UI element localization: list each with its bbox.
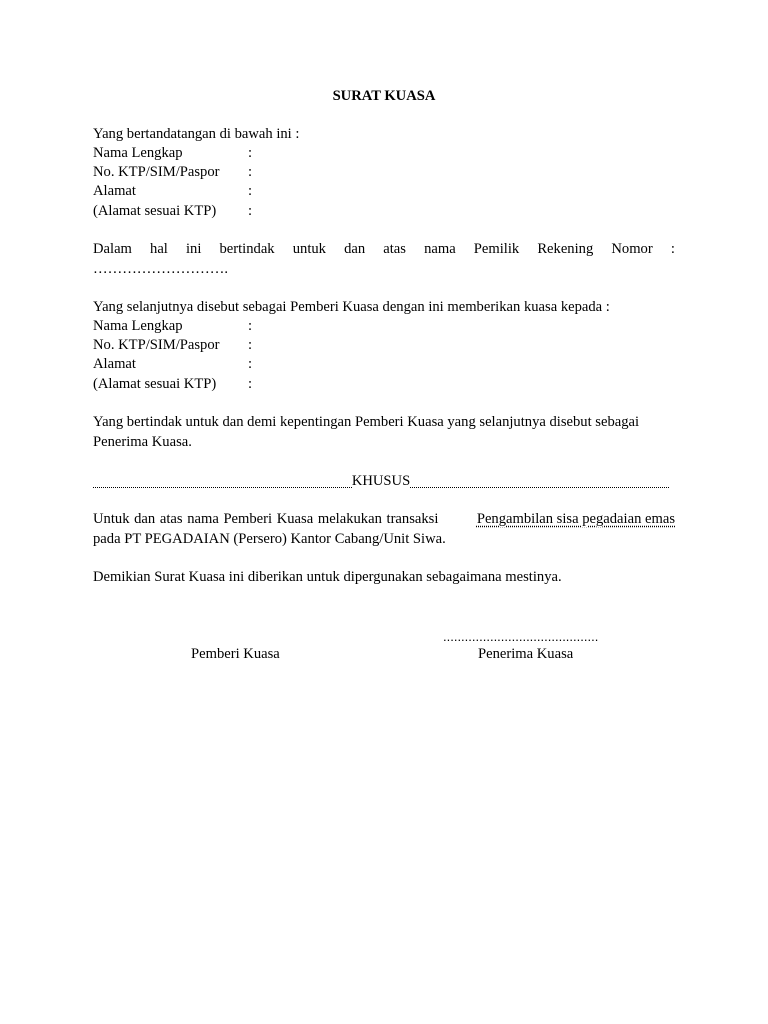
giver-field-address bbox=[93, 182, 252, 201]
receiver-field-name bbox=[93, 317, 252, 336]
field-label: Nama Lengkap bbox=[93, 145, 183, 161]
field-colon: : bbox=[248, 145, 253, 161]
acting-word: Nomor bbox=[611, 241, 653, 257]
transaction-type: Pengambilan sisa pegadaian emas bbox=[476, 511, 675, 527]
receiver-signature-label: Penerima Kuasa bbox=[478, 646, 574, 662]
receiver-field-id bbox=[93, 336, 252, 355]
field-label: No. KTP/SIM/Paspor bbox=[93, 337, 220, 353]
khusus-heading: KHUSUS bbox=[351, 473, 411, 489]
acting-word: : bbox=[670, 241, 675, 257]
acting-statement bbox=[93, 240, 675, 259]
field-colon: : bbox=[248, 318, 253, 334]
field-colon: : bbox=[248, 183, 253, 199]
giver-field-address-ktp bbox=[93, 202, 252, 221]
document-title: SURAT KUASA bbox=[332, 88, 436, 104]
transaction-line1 bbox=[93, 510, 675, 529]
field-label: (Alamat sesuai KTP) bbox=[93, 203, 217, 219]
intro-text: Yang bertandatangan di bawah ini : bbox=[93, 126, 300, 142]
acting-word: Dalam bbox=[93, 241, 132, 257]
field-colon: : bbox=[248, 356, 253, 372]
receiver-field-address bbox=[93, 355, 252, 374]
field-colon: : bbox=[248, 164, 253, 180]
acting-word: hal bbox=[150, 241, 168, 257]
acting-word: dan bbox=[344, 241, 366, 257]
acting-word: untuk bbox=[292, 241, 326, 257]
receiver-signature-line: ........................................... bbox=[443, 629, 599, 644]
account-number-blank: ………………………. bbox=[93, 261, 228, 277]
giver-signature-label: Pemberi Kuasa bbox=[191, 646, 280, 662]
field-label: Nama Lengkap bbox=[93, 318, 183, 334]
receiver-note-line2: Penerima Kuasa. bbox=[93, 434, 192, 450]
khusus-separator bbox=[93, 472, 669, 491]
acting-word: ini bbox=[185, 241, 202, 257]
transaction-prefix: Untuk dan atas nama Pemberi Kuasa melakukan transaksi bbox=[93, 511, 439, 527]
closing-statement: Demikian Surat Kuasa ini diberikan untuk dipergunakan sebagaimana mestinya. bbox=[93, 569, 562, 585]
giver-field-id bbox=[93, 163, 252, 182]
acting-word: nama bbox=[424, 241, 456, 257]
receiver-field-address-ktp bbox=[93, 375, 252, 394]
next-intro-text: Yang selanjutnya disebut sebagai Pemberi Kuasa dengan ini memberikan kuasa kepada : bbox=[93, 299, 610, 315]
transaction-line2: pada PT PEGADAIAN (Persero) Kantor Cabang/Unit Siwa. bbox=[93, 531, 446, 547]
field-colon: : bbox=[248, 337, 253, 353]
acting-word: Rekening bbox=[537, 241, 594, 257]
field-label: (Alamat sesuai KTP) bbox=[93, 376, 217, 392]
field-label: No. KTP/SIM/Paspor bbox=[93, 164, 220, 180]
receiver-note-line1: Yang bertindak untuk dan demi kepentingan Pemberi Kuasa yang selanjutnya disebut sebagai bbox=[93, 414, 640, 430]
field-colon: : bbox=[248, 203, 253, 219]
acting-word: Pemilik bbox=[473, 241, 520, 257]
field-colon: : bbox=[248, 376, 253, 392]
dotted-leader-left bbox=[93, 473, 352, 488]
dotted-leader-right bbox=[410, 473, 669, 488]
acting-word: bertindak bbox=[219, 241, 275, 257]
acting-word: atas bbox=[383, 241, 406, 257]
field-label: Alamat bbox=[93, 356, 136, 372]
field-label: Alamat bbox=[93, 183, 136, 199]
giver-field-name bbox=[93, 144, 252, 163]
